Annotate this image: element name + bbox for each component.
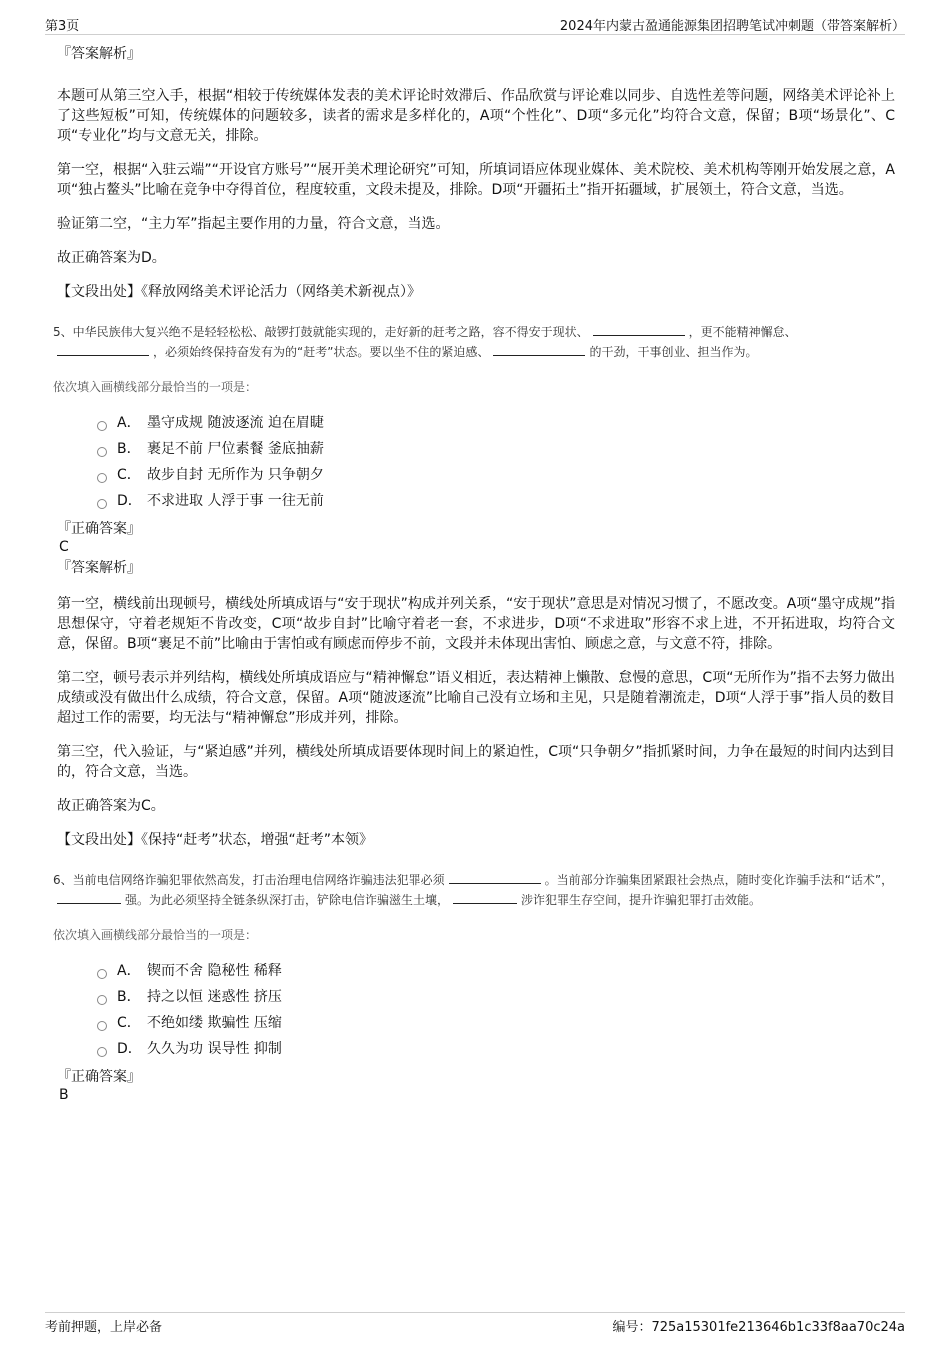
option-letter: D． [117, 493, 142, 509]
option-text: 不绝如缕 欺骗性 压缩 [147, 1015, 282, 1031]
footer-slogan: 考前押题，上岸必备 [45, 1320, 163, 1335]
q5-analysis-para-3: 第三空，代入验证，与“紧迫感”并列，横线处所填成语要体现时间上的紧迫性，C项“只争朝夕”指抓紧时间，力争在最短的时间内达到目的，符合文意，当选。 [57, 744, 895, 780]
option-text: 不求进取 人浮于事 一往无前 [147, 493, 324, 509]
q5-stem-part-3: ，必须始终保持奋发有为的“赶考”状态。要以坐不住的紧迫感、 [153, 345, 490, 359]
q5-stem-part-2: ，更不能精神懈怠、 [688, 325, 797, 339]
option-letter: C． [117, 467, 141, 483]
q5-blank-1 [593, 322, 685, 336]
page-content [53, 44, 895, 1104]
q6-option-a[interactable] [97, 958, 895, 984]
page-number: 第3页 [45, 19, 80, 34]
q6-stem-part-3: 强。为此必须坚持全链条纵深打击，铲除电信诈骗滋生土壤， [125, 893, 450, 907]
q5-option-a[interactable] [97, 410, 895, 436]
q5-analysis-label: 『答案解析』 [57, 560, 141, 576]
q6-blank-1 [449, 870, 541, 884]
option-letter: D． [117, 1041, 142, 1057]
q6-option-b[interactable] [97, 984, 895, 1010]
radio-icon[interactable] [97, 1021, 107, 1031]
q4-analysis-label: 『答案解析』 [57, 46, 141, 62]
q5-analysis-para-1: 第一空，横线前出现顿号，横线处所填成语与“安于现状”构成并列关系，“安于现状”意思是对情况习惯了，不愿改变。A项“墨守成规”指思想保守，守着老规矩不肯改变，C项“故步自封”比喻守着老一套，不求进步，D项“不求进取”形容不求上进，不开拓进取，均符合文意，保留。B项“裹足不前”比喻由于害怕或有顾虑而停步不前，文段并未体现出害怕、顾虑之意，与文意不符，排除。 [57, 596, 895, 652]
q4-analysis-para-3: 验证第二空，“主力军”指起主要作用的力量，符合文意，当选。 [57, 216, 450, 232]
document-title: 2024年内蒙古盈通能源集团招聘笔试冲刺题（带答案解析） [559, 19, 905, 34]
option-letter: A． [117, 415, 141, 431]
q4-analysis-para-1: 本题可从第三空入手，根据“相较于传统媒体发表的美术评论时效滞后、作品欣赏与评论难以同步、自选性差等问题，网络美术评论补上了这些短板”可知，传统媒体的问题较多，读者的需求是多样化的，A项“个性化”、D项“多元化”均符合文意，保留；B项“场景化”、C项“专业化”均与文意无关，排除。 [57, 88, 895, 144]
q5-option-b[interactable] [97, 436, 895, 462]
q6-stem-part-2: 。当前部分诈骗集团紧跟社会热点，随时变化诈骗手法和“话术”， [544, 873, 894, 887]
q5-source: 【文段出处】《保持“赶考”状态，增强“赶考”本领》 [57, 832, 374, 848]
document-id: 编号：725a15301fe213646b1c33f8aa70c24a [612, 1320, 905, 1335]
q5-answer: C [59, 539, 69, 555]
page-footer [45, 1312, 905, 1333]
option-letter: B． [117, 989, 141, 1005]
option-letter: B． [117, 441, 141, 457]
q6-answer: B [59, 1087, 69, 1103]
q5-options [97, 410, 895, 514]
q5-stem-part-4: 的干劲，干事创业、担当作为。 [589, 345, 758, 359]
q5-option-d[interactable] [97, 488, 895, 514]
q5-option-c[interactable] [97, 462, 895, 488]
radio-icon[interactable] [97, 995, 107, 1005]
q5-stem [53, 322, 895, 362]
q6-answer-label: 『正确答案』 [57, 1069, 141, 1085]
q6-stem-part-4: 涉诈犯罪生存空间，提升诈骗犯罪打击效能。 [521, 893, 762, 907]
option-text: 裹足不前 尸位素餐 釜底抽薪 [147, 441, 324, 457]
q6-prompt: 依次填入画横线部分最恰当的一项是： [53, 928, 258, 942]
q4-analysis-para-2: 第一空，根据“入驻云端”“开设官方账号”“展开美术理论研究”可知，所填词语应体现业媒体、美术院校、美术机构等刚开始发展之意，A项“独占鳌头”比喻在竞争中夺得首位，程度较重，文段未提及，排除。D项“开疆拓土”指开拓疆域，扩展领土，符合文意，当选。 [57, 162, 895, 198]
q5-blank-2 [57, 342, 149, 356]
q6-stem-part-1: 6、当前电信网络诈骗犯罪依然高发，打击治理电信网络诈骗违法犯罪必须 [53, 873, 445, 887]
radio-icon[interactable] [97, 969, 107, 979]
q5-prompt: 依次填入画横线部分最恰当的一项是： [53, 380, 258, 394]
q6-option-c[interactable] [97, 1010, 895, 1036]
option-text: 久久为功 误导性 抑制 [147, 1041, 282, 1057]
option-letter: C． [117, 1015, 141, 1031]
q5-blank-3 [493, 342, 585, 356]
option-text: 持之以恒 迷惑性 挤压 [147, 989, 282, 1005]
option-text: 墨守成规 随波逐流 迫在眉睫 [147, 415, 324, 431]
radio-icon[interactable] [97, 421, 107, 431]
radio-icon[interactable] [97, 1047, 107, 1057]
q6-option-d[interactable] [97, 1036, 895, 1062]
q5-answer-label: 『正确答案』 [57, 521, 141, 537]
q6-blank-3 [453, 890, 517, 904]
q4-analysis-para-4: 故正确答案为D。 [57, 250, 166, 266]
q6-options [97, 958, 895, 1062]
q4-source: 【文段出处】《释放网络美术评论活力（网络美术新视点）》 [57, 284, 421, 300]
option-text: 锲而不舍 隐秘性 稀释 [147, 963, 282, 979]
q6-blank-2 [57, 890, 121, 904]
option-letter: A． [117, 963, 141, 979]
radio-icon[interactable] [97, 447, 107, 457]
q5-stem-part-1: 5、中华民族伟大复兴绝不是轻轻松松、敲锣打鼓就能实现的，走好新的赶考之路，容不得安于现状、 [53, 325, 589, 339]
page-header [45, 14, 905, 35]
q6-stem [53, 870, 895, 910]
q5-analysis-para-2: 第二空，顿号表示并列结构，横线处所填成语应与“精神懈怠”语义相近，表达精神上懒散、怠慢的意思，C项“无所作为”指不去努力做出成绩或没有做出什么成绩，符合文意，保留。A项“随波逐流”比喻自己没有立场和主见，只是随着潮流走，D项“人浮于事”指人员的数目超过工作的需要，均无法与“精神懈怠”形成并列，排除。 [57, 670, 895, 726]
option-text: 故步自封 无所作为 只争朝夕 [147, 467, 324, 483]
radio-icon[interactable] [97, 499, 107, 509]
radio-icon[interactable] [97, 473, 107, 483]
q5-analysis-para-4: 故正确答案为C。 [57, 798, 165, 814]
